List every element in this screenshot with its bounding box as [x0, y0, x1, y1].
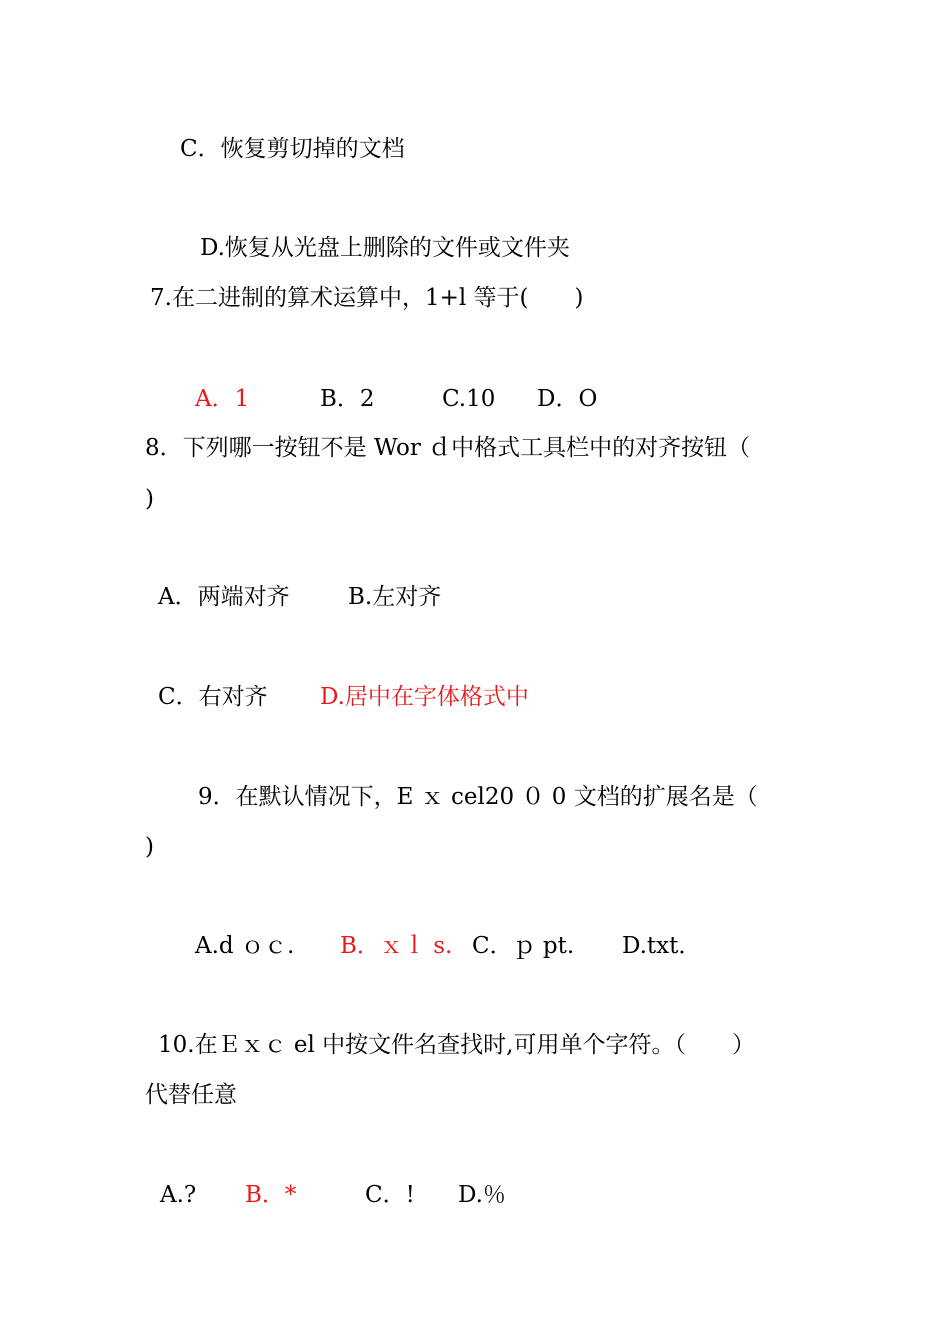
q10-option-b-answer: B．* [245, 1182, 297, 1208]
q7-option-b: B．2 [320, 386, 375, 412]
q8-question-cont: ) [145, 486, 154, 512]
q10-option-a: A.? [160, 1182, 197, 1208]
q10-question: 10.在Ｅｘｃ el 中按文件名查找时,可用单个字符。（ ） [158, 1032, 755, 1058]
q9-option-c: C．ｐ pt. [472, 933, 575, 959]
q8-option-a: A．两端对齐 [158, 584, 290, 610]
q7-option-a-answer: A．1 [195, 386, 250, 412]
q8-option-d-answer: D.居中在字体格式中 [320, 684, 529, 710]
q7-option-d: D．O [537, 386, 598, 412]
q6-option-c: C．恢复剪切掉的文档 [180, 136, 405, 162]
q8-question: 8．下列哪一按钮不是 Wor ｄ中格式工具栏中的对齐按钮（ [145, 435, 751, 461]
q10-question-cont: 代替任意 [145, 1082, 237, 1108]
q9-question-cont: ) [145, 834, 154, 860]
q10-option-d: D.％ [458, 1182, 506, 1208]
q6-option-d: D.恢复从光盘上删除的文件或文件夹 [200, 235, 570, 261]
q9-option-a: A.d ｏｃ. [195, 933, 295, 959]
q9-option-b-answer: B．ｘｌ s. [340, 933, 453, 959]
q8-option-b: B.左对齐 [348, 584, 442, 610]
q10-option-c: C．! [365, 1182, 415, 1208]
q7-question: 7.在二进制的算术运算中，1+l 等于( ) [150, 285, 584, 311]
q9-question: 9．在默认情况下，E ｘ cel20 ０ 0 文档的扩展名是（ [198, 784, 758, 810]
q9-option-d: D.txt． [622, 933, 702, 959]
q7-option-c: C.10 [442, 386, 496, 412]
q8-option-c: C．右对齐 [158, 684, 268, 710]
